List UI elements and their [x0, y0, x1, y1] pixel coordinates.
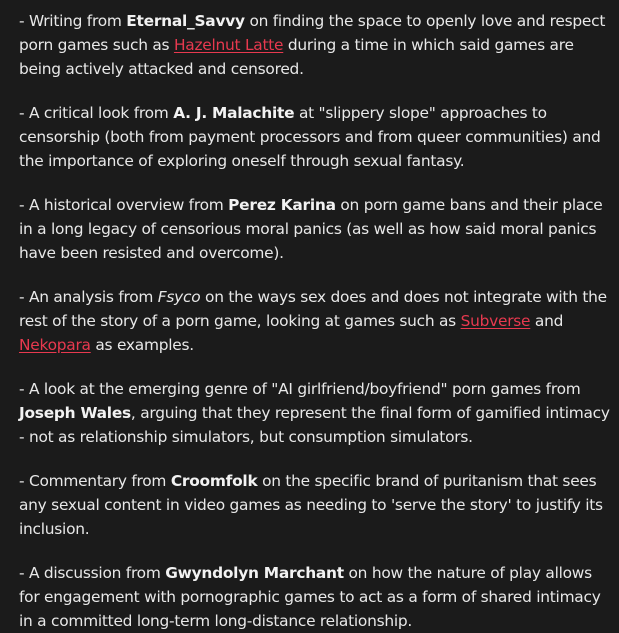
entry-text: as examples.: [90, 336, 194, 354]
entry-text: , arguing that they represent the final form of gamified intimacy - not as relationship simulators, but consumption simulators.: [19, 404, 610, 446]
entry-prefix: - An analysis from: [19, 288, 158, 306]
author-name: Perez Karina: [228, 196, 336, 214]
entry-text: during a time in which said games are being actively attacked and censored.: [19, 36, 574, 78]
list-item: [19, 193, 615, 265]
entry-text: at "slippery slope" approaches to censorship (both from payment processors and from queer communities) and the importance of exploring oneself through sexual fantasy.: [19, 104, 601, 170]
author-name: Joseph Wales: [19, 404, 131, 422]
entry-prefix: - Writing from: [19, 12, 127, 30]
entry-text: on finding the space to openly love and respect porn games such as: [19, 12, 606, 54]
entry-text: on the ways sex does and does not integrate with the rest of the story of a porn game, looking at games such as: [19, 288, 607, 330]
entry-text: on how the nature of play allows for engagement with pornographic games to act as a form of shared intimacy in a committed long-term long-distance relationship.: [19, 564, 601, 630]
list-item: [19, 561, 615, 633]
list-item: [19, 9, 615, 81]
list-item: [19, 285, 615, 357]
entry-text: on porn game bans and their place in a long legacy of censorious moral panics (as well as how said moral panics have been resisted and overcome).: [19, 196, 603, 262]
game-link-subverse[interactable]: Subverse: [460, 312, 531, 330]
author-name: Eternal_Savvy: [126, 12, 245, 30]
entry-prefix: - Commentary from: [19, 472, 171, 490]
entry-text: on the specific brand of puritanism that sees any sexual content in video games as needing to 'serve the story' to justify its inclusion.: [19, 472, 603, 538]
list-item: [19, 377, 615, 449]
author-name: Croomfolk: [170, 472, 258, 490]
entry-prefix: - A discussion from: [19, 564, 166, 582]
entry-prefix: - A critical look from: [19, 104, 174, 122]
author-name: Gwyndolyn Marchant: [165, 564, 344, 582]
game-link-nekopara[interactable]: Nekopara: [19, 336, 91, 354]
list-item: [19, 101, 615, 173]
game-link-hazelnut-latte[interactable]: Hazelnut Latte: [173, 36, 284, 54]
list-item: [19, 469, 615, 541]
entry-prefix: - A historical overview from: [19, 196, 229, 214]
author-name: Fsyco: [157, 288, 201, 306]
author-name: A. J. Malachite: [173, 104, 295, 122]
entry-text: and: [530, 312, 564, 330]
entry-prefix: - A look at the emerging genre of "AI girlfriend/boyfriend" porn games from: [19, 380, 581, 398]
